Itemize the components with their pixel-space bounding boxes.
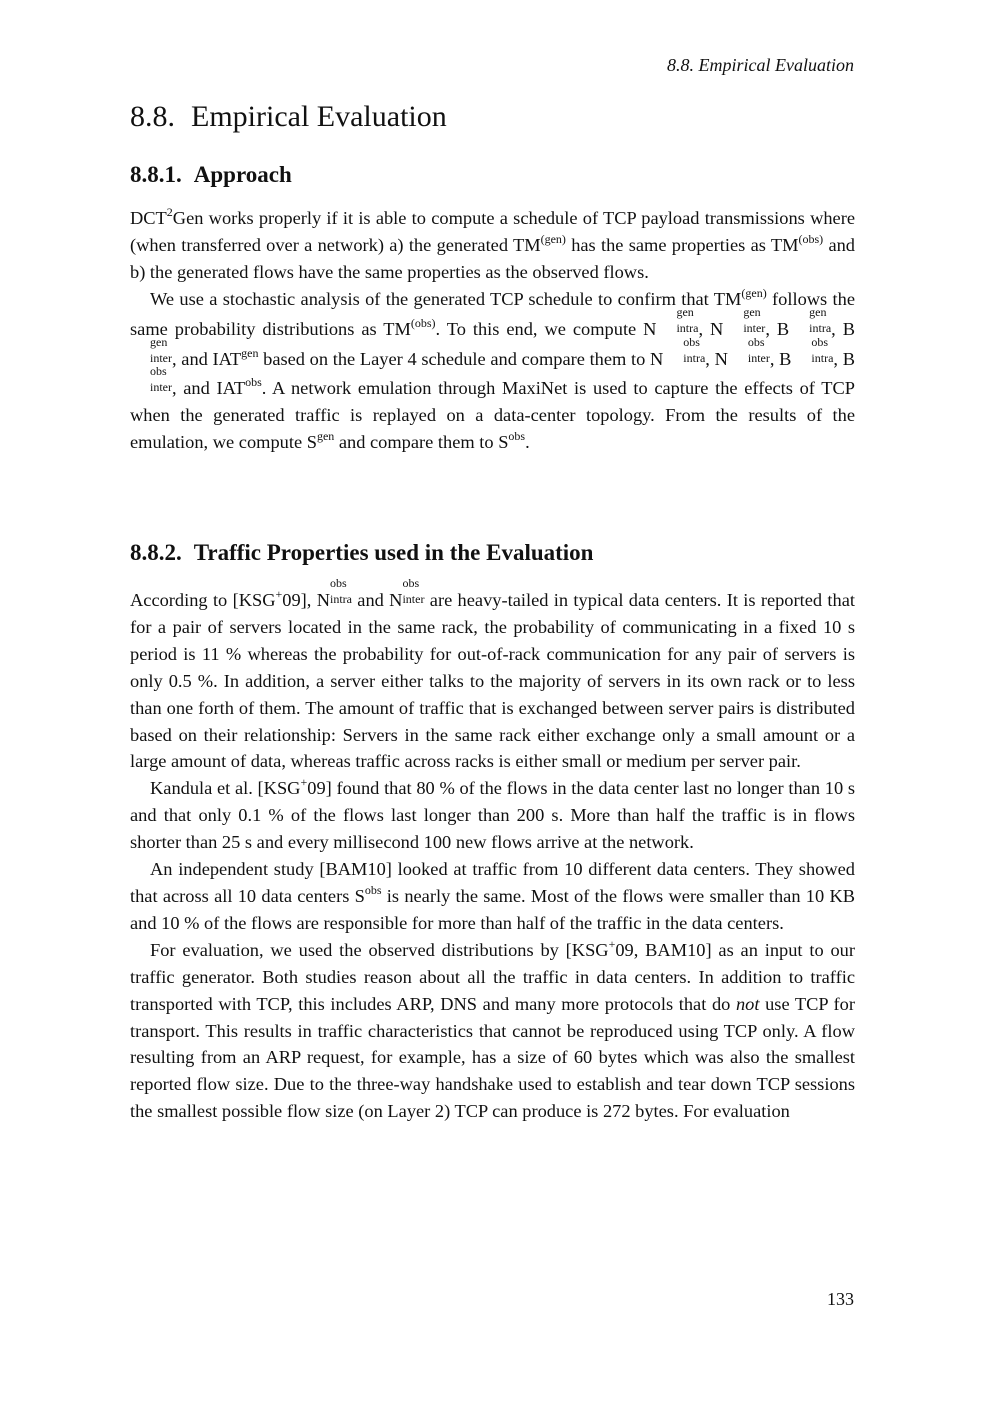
paragraph: Kandula et al. [KSG+09] found that 80 % of the flows in the data center last no longer than 10 s and that only 0.1 % of the flows last longer than 200 s. More than half the traffic is in flows shorter than 25 s and every millisecond 100 new flows arrive at the network.: [130, 775, 855, 853]
paragraph: We use a stochastic analysis of the generated TCP schedule to confirm that $TM^{(gen)}$ follows the same probability distributions as $TM^{(obs)}$. To this end, we compute N gen intra , N gen inter , B gen intra , B gen inter , and $IAT^{gen}$ based on the Layer 4 schedule and compare them to N obs intra , N obs inter , B obs intra , B obs inter , and $IAT^{obs}$. A network emulation through MaxiNet is used to capture the effects of TCP when the generated traffic is replayed on a data-center topology. From the results of the emulation, we compute $S^{gen}$ and compare them to $S^{obs}$.: [130, 285, 855, 453]
paragraph: According to [KSG+09], N obs intra and N obs inter are heavy-tailed in typical data centers. It is reported that for a pair of servers located in the same rack, the probability of communicating in a fixed 10 s period is 11 % whereas the probability for out-of-rack communication for any pair of servers is only 0.5 %. In addition, a server either talks to the majority of servers in its own rack or to less than one forth of them. The amount of traffic that is exchanged between server pairs is distributed based on their relationship: Servers in the same rack either exchange only a small amount or a large amount of data, whereas traffic across racks is either small or medium per server pair.: [130, 576, 855, 772]
approach-body: [130, 205, 855, 456]
traffic-properties-body: [130, 576, 856, 1125]
subsection-title: Approach: [193, 162, 292, 187]
subsection-heading-traffic-properties: [130, 540, 593, 566]
running-header: 8.8. Empirical Evaluation: [667, 55, 854, 75]
section-heading: [130, 100, 447, 134]
section-number: 8.8.: [130, 100, 175, 133]
subsection-number: 8.8.1.: [130, 162, 182, 187]
paragraph: For evaluation, we used the observed distributions by [KSG+09, BAM10] as an input to our traffic generator. Both studies reason about all the traffic in data centers. In addition to traffic transported with TCP, this includes ARP, DNS and many more protocols that do not use TCP for transport. This results in traffic characteristics that cannot be reproduced using TCP only. A flow resulting from an ARP request, for example, has a size of 60 bytes which was also the smallest reported flow size. Due to the three-way handshake used to establish and tear down TCP sessions the smallest possible flow size (on Layer 2) TCP can produce is 272 bytes. For evaluation: [130, 936, 856, 1122]
page-number: 133: [827, 1289, 854, 1309]
subsection-heading-approach: [130, 162, 292, 188]
subsection-title: Traffic Properties used in the Evaluation: [193, 540, 594, 565]
section-title: Empirical Evaluation: [191, 100, 447, 133]
subsection-number: 8.8.2.: [130, 540, 182, 565]
paragraph: DCT$^2$Gen works properly if it is able to compute a schedule of TCP payload transmissions where (when transferred over a network) a) the generated $TM^{(gen)}$ has the same properties as $TM^{(obs)}$ and b) the generated flows have the same properties as the observed flows.: [130, 205, 855, 282]
paragraph: An independent study [BAM10] looked at traffic from 10 different data centers. They showed that across all 10 data centers $S^{obs}$ is nearly the same. Most of the flows were smaller than 10 KB and 10 % of the flows are responsible for more than half of the traffic in the data centers.: [130, 859, 855, 933]
